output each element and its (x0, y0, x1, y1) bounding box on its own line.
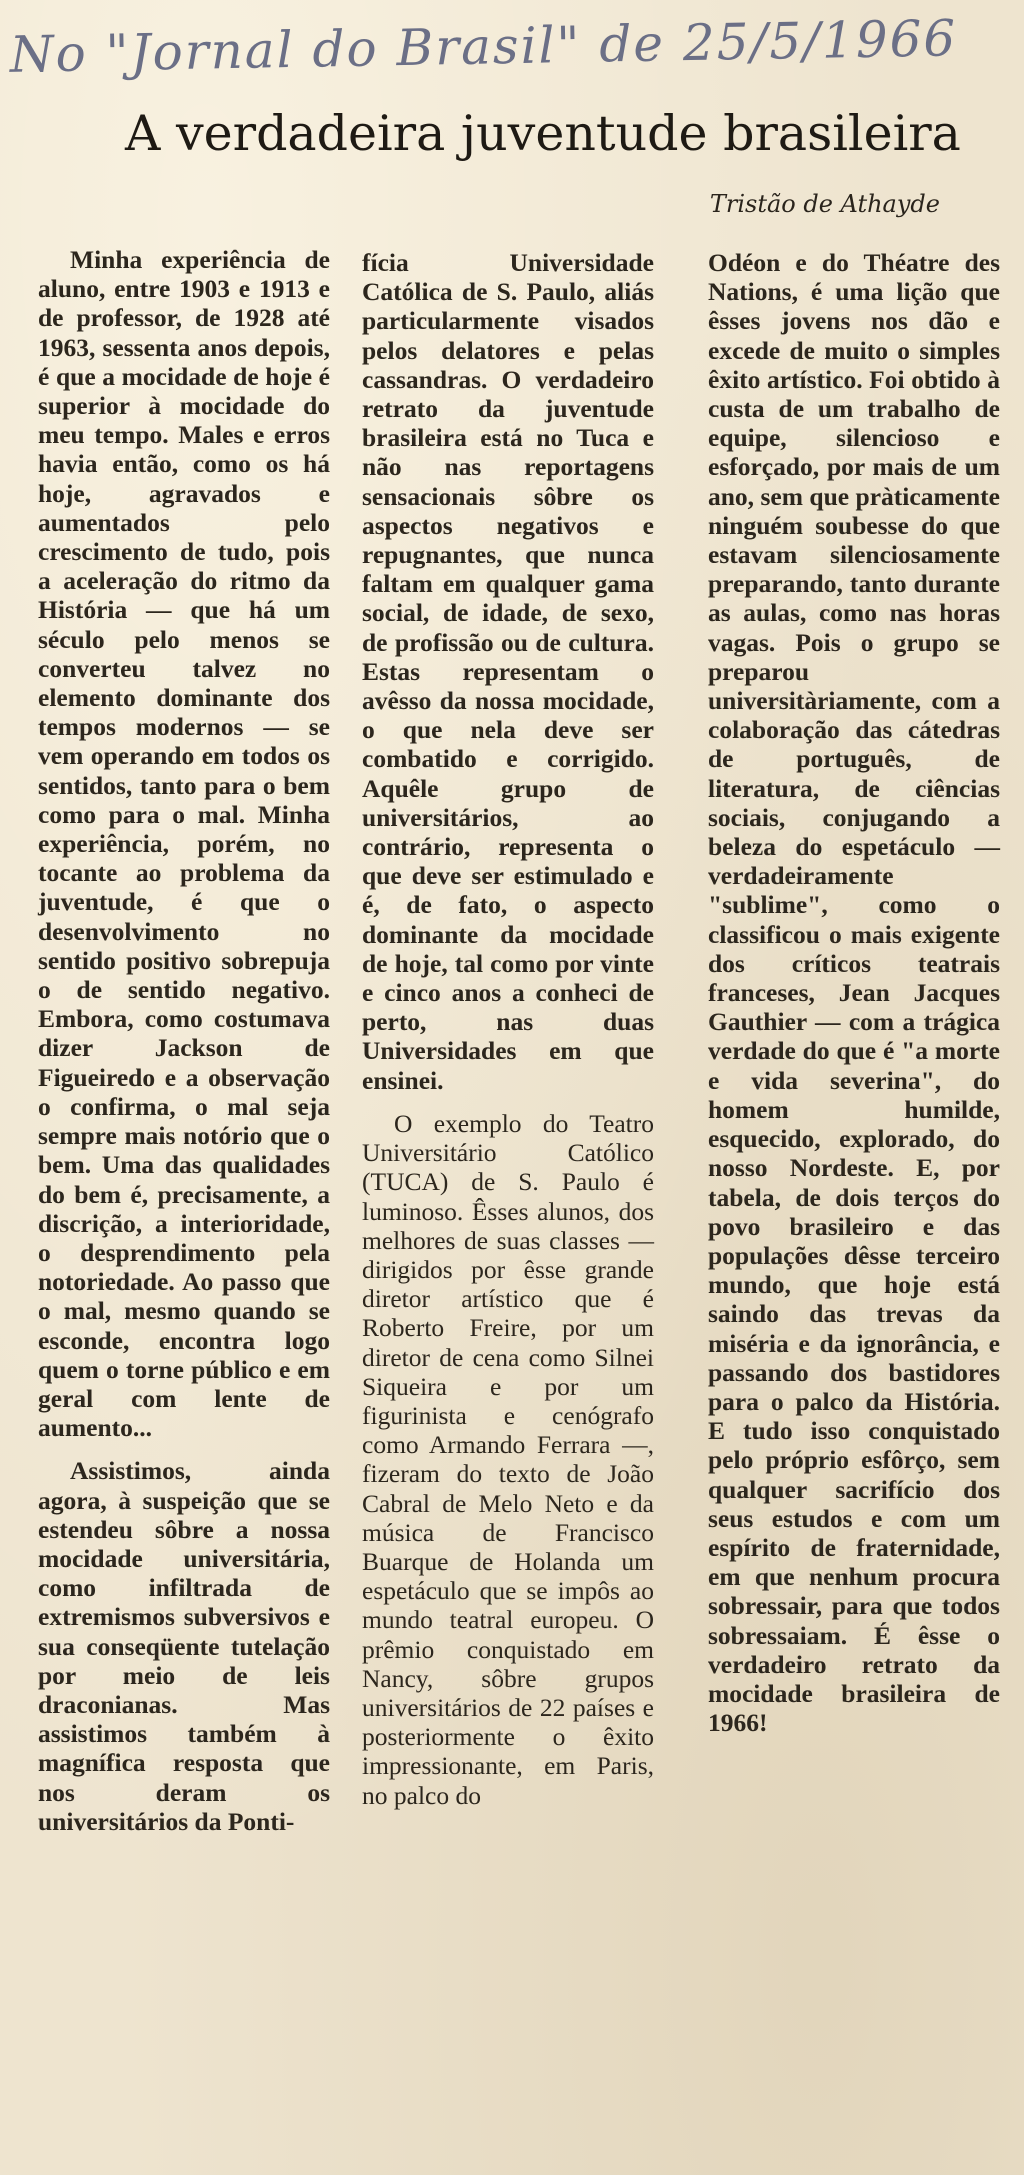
paragraph: Minha experiência de aluno, entre 1903 e 1913 e de professor, de 1928 até 1963, sessenta anos depois, é que a mocidade de hoje é superior à mocidade do meu tempo. Males e erros havia então, como os há hoje, agravados e aumentados pelo crescimento de tudo, pois a aceleração do ritmo da História — que há um século pelo menos se converteu talvez no elemento dominante dos tempos modernos — se vem operando em todos os sentidos, tanto para o bem como para o mal. Minha experiência, porém, no tocante ao problema da juventude, é que o desenvolvimento no sentido positivo sobrepuja o de sentido negativo. Embora, como costumava dizer Jackson de Figueiredo e a observação o confirma, o mal seja sempre mais notório que o bem. Uma das qualidades do bem é, precisamente, a discrição, a interioridade, o desprendimento pela notoriedade. Ao passo que o mal, mesmo quando se esconde, encontra logo quem o torne público e em geral com lente de aumento... (38, 245, 330, 1443)
paragraph: fícia Universidade Católica de S. Paulo, aliás particularmente visados pelos delatores e pelas cassandras. O verdadeiro retrato da juventude brasileira está no Tuca e não nas reportagens sensacionais sôbre os aspectos negativos e repugnantes, que nunca faltam em qualquer gama social, de idade, de sexo, de profissão ou de cultura. Estas representam o avêsso da nossa mocidade, o que nela deve ser combatido e corrigido. Aquêle grupo de universitários, ao contrário, representa o que deve ser estimulado e é, de fato, o aspecto dominante da mocidade de hoje, tal como por vinte e cinco anos a conheci de perto, nas duas Universidades em que ensinei. (362, 248, 654, 1095)
article-column-1 (38, 245, 330, 1836)
article-byline: Tristão de Athayde (709, 190, 940, 218)
article-column-3 (708, 248, 1000, 1737)
paragraph: O exemplo do Teatro Universitário Católico (TUCA) de S. Paulo é luminoso. Êsses alunos, dos melhores de suas classes — dirigidos por êsse grande diretor artístico que é Roberto Freire, por um diretor de cena como Silnei Siqueira e por um figurinista e cenógrafo como Armando Ferrara —, fizeram do texto de João Cabral de Melo Neto e da música de Francisco Buarque de Holanda um espetáculo que se impôs ao mundo teatral europeu. O prêmio conquistado em Nancy, sôbre grupos universitários de 22 países e posteriormente o êxito impressionante, em Paris, no palco do (362, 1108, 654, 1810)
article-headline: A verdadeira juventude brasileira (125, 105, 961, 162)
paragraph: Assistimos, ainda agora, à suspeição que se estendeu sôbre a nossa mocidade universitária, como infiltrada de extremismos subversivos e sua conseqüente tutelação por meio de leis draconianas. Mas assistimos também à magnífica resposta que nos deram os universitários da Ponti- (38, 1456, 330, 1836)
handwritten-source-note: No "Jornal do Brasil" de 25/5/1966 (9, 9, 958, 84)
paragraph: Odéon e do Théatre des Nations, é uma lição que êsses jovens nos dão e excede de muito o simples êxito artístico. Foi obtido à custa de um trabalho de equipe, silencioso e esforçado, por mais de um ano, sem que pràticamente ninguém soubesse do que estavam silenciosamente preparando, tanto durante as aulas, como nas horas vagas. Pois o grupo se preparou universitàriamente, com a colaboração das cátedras de português, de literatura, de ciências sociais, conjugando a beleza do espetáculo — verdadeiramente "sublime", como o classificou o mais exigente dos críticos teatrais franceses, Jean Jacques Gauthier — com a trágica verdade do que é "a morte e vida severina", do homem humilde, esquecido, explorado, do nosso Nordeste. E, por tabela, de dois terços do povo brasileiro e das populações dêsse terceiro mundo, que hoje está saindo das trevas da miséria e da ignorância, e passando dos bastidores para o palco da História. E tudo isso conquistado pelo próprio esfôrço, sem qualquer sacrifício dos seus estudos e com um espírito de fraternidade, em que nenhum procura sobressair, para que todos sobressaiam. É êsse o verdadeiro retrato da mocidade brasileira de 1966! (708, 248, 1000, 1738)
article-column-2 (362, 248, 654, 1810)
